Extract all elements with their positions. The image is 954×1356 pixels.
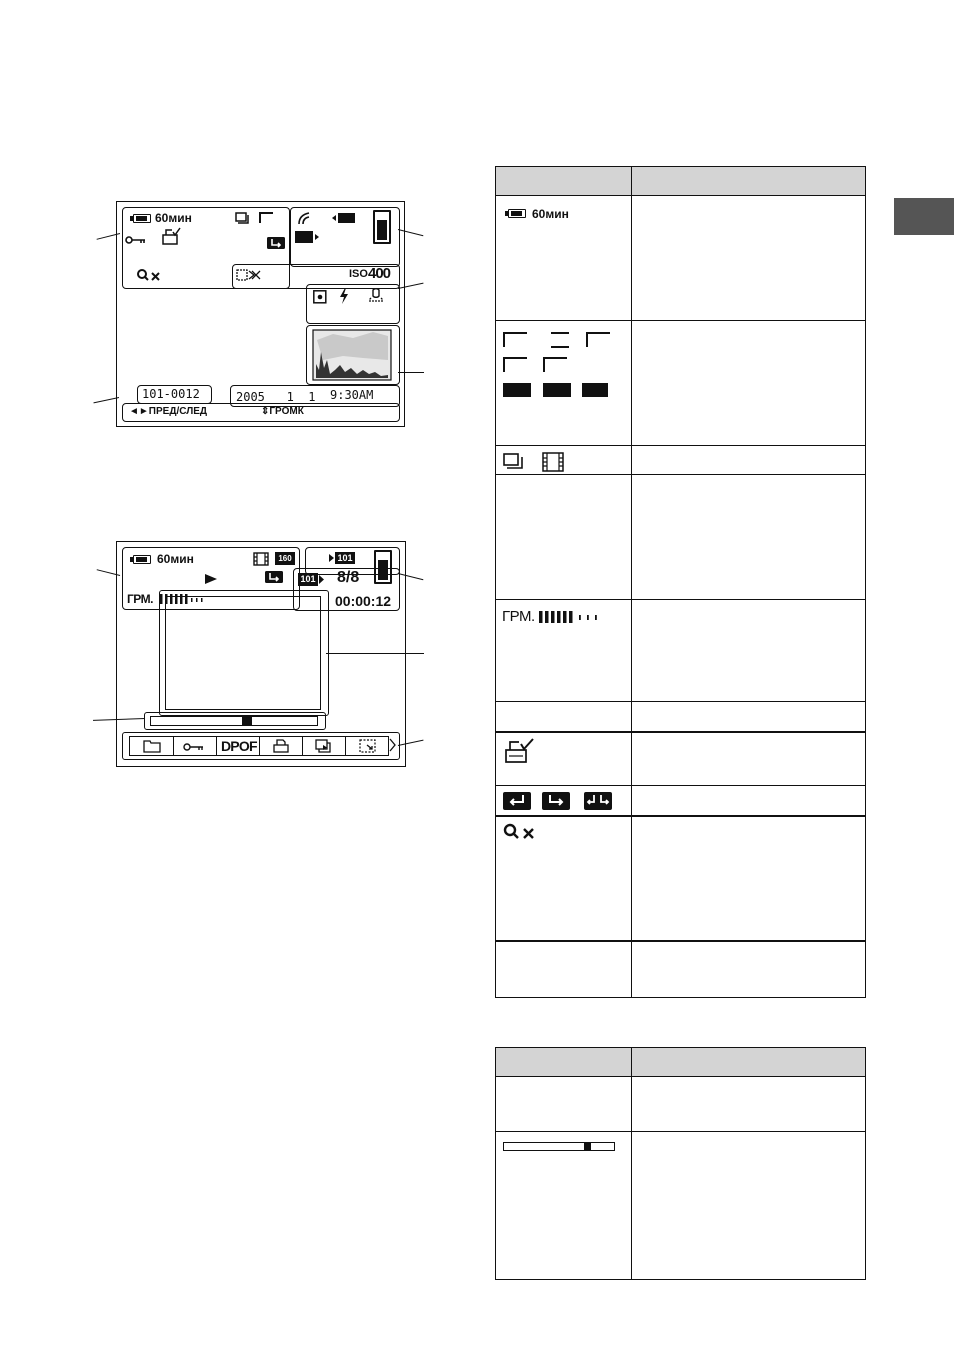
memory-card-icon-2	[374, 550, 392, 584]
t1-row-line-7	[496, 785, 865, 786]
t1-burst-icon	[503, 453, 525, 471]
metering-spot-icon	[313, 290, 327, 304]
table1-divider	[631, 167, 632, 997]
volume-label: ГРМ.	[127, 592, 153, 606]
play-icon	[205, 574, 217, 584]
zoom-icon	[137, 269, 163, 283]
file-number: 101-0012	[142, 387, 200, 401]
t1-row-line-6	[496, 731, 865, 733]
print-mark-icon	[161, 228, 181, 246]
t1-row-line-4	[496, 599, 865, 600]
t2-playback-marker	[584, 1142, 591, 1151]
battery-icon-2	[133, 555, 151, 564]
battery-remaining: 60мин	[155, 211, 192, 225]
memory-card-icon	[373, 210, 391, 244]
table1-header	[496, 167, 865, 196]
t1-film-icon	[542, 452, 564, 472]
drive-mode-icon	[236, 269, 262, 281]
print-icon	[273, 739, 289, 753]
recording-mode-icon	[297, 211, 311, 225]
battery-icon	[133, 214, 151, 223]
t1-quality-icon-2	[543, 383, 571, 397]
play-folder-arrow	[319, 575, 325, 584]
folder-icon	[143, 740, 161, 753]
lcd-screen-still	[116, 201, 405, 427]
protect-key-icon-2	[183, 742, 205, 752]
t1-size-icon-5	[543, 357, 567, 372]
t1-size-icon-4	[503, 357, 527, 372]
t1-folder-change-icon-2	[542, 792, 570, 810]
folder-change-icon	[267, 237, 285, 249]
t1-print-mark-icon	[504, 739, 536, 765]
t1-zoom-icon	[503, 823, 537, 841]
menu-slideshow[interactable]	[302, 737, 346, 755]
menu-resize[interactable]	[345, 737, 388, 755]
legend-table-2	[495, 1047, 866, 1280]
t1-row-line-8	[496, 815, 865, 817]
t1-quality-icon-3	[582, 383, 608, 397]
burst-icon	[235, 212, 251, 226]
t1-quality-icon-1	[503, 383, 531, 397]
t2-row-line-1	[496, 1131, 865, 1132]
t2-playback-bar	[503, 1142, 615, 1151]
progress-marker	[242, 716, 252, 726]
protect-key-icon	[125, 235, 147, 245]
t1-row-line-3	[496, 474, 865, 475]
menu-bar[interactable]	[129, 736, 389, 756]
t1-row-line-9	[496, 940, 865, 942]
play-folder-badge: 101	[298, 573, 318, 586]
resize-icon	[359, 739, 377, 754]
rec-folder-badge: 101	[335, 552, 355, 564]
time: 9:30AM	[330, 388, 374, 402]
progress-bar	[150, 716, 318, 726]
nav-hint: ◄►ПРЕД/СЛЕД	[129, 406, 208, 417]
date: 2005 1 1	[236, 390, 316, 404]
menu-folder[interactable]	[130, 737, 174, 755]
counter: 00:00:12	[335, 593, 392, 609]
t1-battery-icon	[508, 209, 526, 218]
slideshow-icon	[315, 739, 333, 754]
leader-5	[398, 372, 424, 373]
image-size-icon	[259, 212, 275, 224]
flash-icon	[339, 288, 349, 304]
white-balance-icon	[367, 287, 385, 305]
table2-header	[496, 1048, 865, 1077]
menu-next-arrow[interactable]	[389, 738, 397, 752]
iso-value: 400	[368, 265, 391, 282]
t1-volume-bars	[539, 611, 601, 623]
image-count: 8/8	[337, 569, 360, 586]
t1-size-icon-1	[503, 332, 527, 347]
recording-folder-icon	[332, 212, 356, 224]
size-badge: 160	[275, 552, 295, 565]
folder-change-icon-2	[265, 571, 283, 583]
t1-folder-change-icon-3	[584, 792, 612, 810]
iso-label: ISO	[349, 268, 368, 280]
leader-9	[326, 653, 424, 654]
t1-row-line-1	[496, 320, 865, 321]
section-tab	[894, 198, 954, 235]
menu-protect[interactable]	[173, 737, 217, 755]
volume-hint: ⇕ГРОМК	[261, 406, 304, 417]
dpof-label: DPOF	[221, 738, 257, 754]
legend-table-1	[495, 166, 866, 998]
t1-size-icon-3	[586, 332, 610, 347]
t1-size-icon-2	[549, 332, 571, 348]
t1-row-line-5	[496, 701, 865, 702]
battery-remaining-2: 60мин	[157, 552, 194, 566]
image-area	[165, 596, 321, 710]
histogram-image	[313, 330, 391, 380]
t1-volume-label: ГРМ.	[502, 608, 535, 625]
menu-dpof[interactable]	[216, 737, 260, 755]
t1-battery-text: 60мин	[532, 207, 569, 221]
menu-print[interactable]	[259, 737, 303, 755]
film-icon	[253, 552, 269, 566]
t1-folder-change-icon-1	[503, 792, 531, 810]
table2-divider	[631, 1048, 632, 1279]
t1-row-line-2	[496, 445, 865, 446]
playback-folder-icon	[295, 230, 321, 244]
